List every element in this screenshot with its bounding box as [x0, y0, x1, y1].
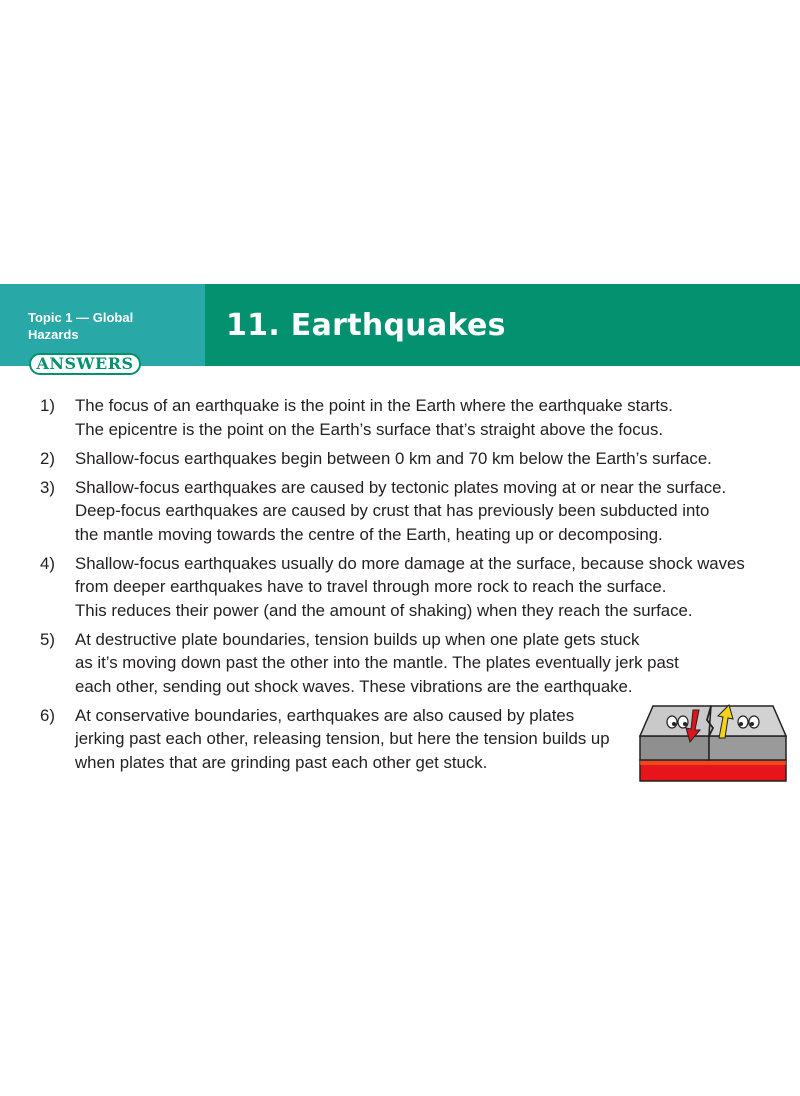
answer-line: the mantle moving towards the centre of the Earth, heating up or decomposing. — [75, 524, 663, 544]
page-title: 11. Earthquakes — [226, 308, 506, 343]
answer-item — [40, 552, 800, 623]
answer-line: Deep-focus earthquakes are caused by crust that has previously been subducted into — [75, 501, 710, 520]
answer-line: The epicentre is the point on the Earth’s surface that’s straight above the focus. — [75, 419, 664, 439]
answer-item — [40, 394, 800, 441]
answer-line: from deeper earthquakes have to travel through more rock to reach the surface. — [75, 577, 667, 596]
answer-item — [40, 447, 800, 471]
answer-line: when plates that are grinding past each other get stuck. — [75, 752, 488, 772]
answer-number: 2) — [40, 448, 55, 468]
answer-number: 5) — [40, 629, 55, 649]
answer-line: At destructive plate boundaries, tension builds up when one plate gets stuck — [75, 629, 640, 649]
answer-number: 3) — [40, 477, 55, 497]
answer-line: This reduces their power (and the amount of shaking) when they reach the surface. — [75, 600, 693, 620]
answer-line: At conservative boundaries, earthquakes are also caused by plates — [75, 705, 575, 725]
answer-item — [40, 628, 800, 699]
answer-number: 6) — [40, 705, 55, 725]
conservative-plate-boundary-icon — [639, 702, 787, 782]
answer-line: Shallow-focus earthquakes usually do more damage at the surface, because shock waves — [75, 553, 745, 573]
answer-line: each other, sending out shock waves. These vibrations are the earthquake. — [75, 676, 633, 696]
topic-label: Topic 1 — Global Hazards — [28, 310, 134, 342]
answer-line: The focus of an earthquake is the point in the Earth where the earthquake starts. — [75, 396, 673, 415]
answer-line: jerking past each other, releasing tension, but here the tension builds up — [75, 729, 610, 748]
answer-line: Shallow-focus earthquakes are caused by tectonic plates moving at or near the surface. — [75, 477, 727, 497]
answer-number: 1) — [40, 396, 55, 415]
answer-line: Shallow-focus earthquakes begin between 0 km and 70 km below the Earth’s surface. — [75, 448, 712, 468]
answer-number: 4) — [40, 553, 55, 573]
answer-item — [40, 476, 800, 547]
answer-line: as it’s moving down past the other into the mantle. The plates eventually jerk past — [75, 653, 679, 672]
answers-badge: ANSWERS — [29, 353, 141, 375]
